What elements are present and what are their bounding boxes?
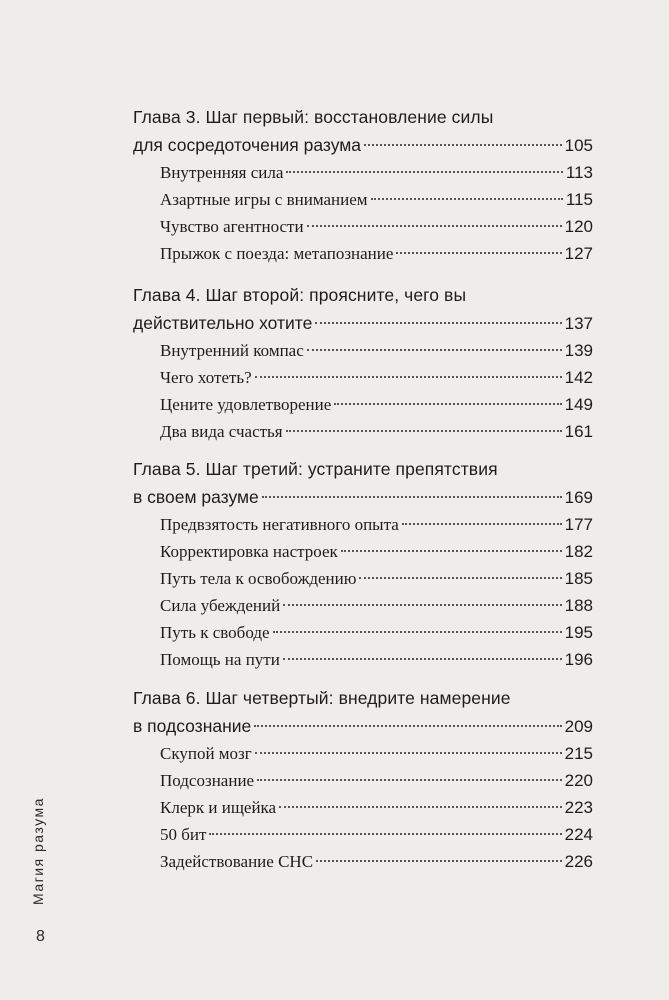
page-ref: 188 (564, 596, 593, 615)
section-title: Прыжок с поезда: метапознание (160, 244, 394, 263)
chapter-4 (133, 281, 593, 445)
page-ref: 149 (564, 395, 593, 414)
section-title: Клерк и ищейка (160, 798, 277, 817)
toc-section-entry (133, 364, 593, 391)
dot-leader (334, 403, 561, 405)
toc-section-entry (133, 159, 593, 186)
dot-leader (307, 225, 562, 227)
dot-leader (283, 658, 562, 660)
dot-leader (279, 806, 562, 808)
dot-leader (254, 725, 561, 727)
section-title: Помощь на пути (160, 650, 280, 669)
page-ref: 185 (564, 569, 593, 588)
toc-section-entry (133, 821, 593, 848)
page-ref: 226 (564, 852, 593, 871)
dot-leader (316, 860, 562, 862)
section-title: Цените удовлетворение (160, 395, 332, 414)
page-ref: 142 (564, 368, 593, 387)
page-ref: 195 (564, 623, 593, 642)
toc-section-entry (133, 767, 593, 794)
toc-section-entry (133, 240, 593, 267)
toc-section-entry (133, 538, 593, 565)
page-ref: 115 (565, 190, 593, 209)
toc-section-entry (133, 213, 593, 240)
section-title: Задействование СНС (160, 852, 314, 871)
page-ref: 139 (564, 341, 593, 360)
dot-leader (315, 322, 561, 324)
chapter-title-continued: действительно хотите (133, 313, 313, 333)
toc-section-entry (133, 565, 593, 592)
dot-leader (359, 577, 561, 579)
page-ref: 127 (564, 244, 593, 263)
toc-section-entry (133, 337, 593, 364)
dot-leader (341, 550, 562, 552)
chapter-title: Глава 6. Шаг четвертый: внедрите намерение (133, 688, 511, 708)
chapter-entry (133, 483, 593, 511)
section-title: Азартные игры с вниманием (160, 190, 368, 209)
page-ref: 137 (564, 314, 593, 333)
section-title: Скупой мозг (160, 744, 252, 763)
section-title: 50 бит (160, 825, 207, 844)
dot-leader (371, 198, 563, 200)
dot-leader (273, 631, 562, 633)
page-number: 8 (36, 928, 45, 945)
running-head: Магия разума (30, 797, 46, 905)
dot-leader (255, 376, 562, 378)
section-title: Путь к свободе (160, 623, 270, 642)
dot-leader (283, 604, 561, 606)
toc-section-entry (133, 646, 593, 673)
toc-section-entry (133, 794, 593, 821)
page-ref: 196 (564, 650, 593, 669)
dot-leader (286, 430, 562, 432)
page-ref: 177 (564, 515, 593, 534)
dot-leader (255, 752, 562, 754)
toc-section-entry (133, 418, 593, 445)
chapter-title-continued: в подсознание (133, 716, 252, 736)
chapter-3 (133, 103, 593, 267)
dot-leader (286, 171, 563, 173)
chapter-title: Глава 3. Шаг первый: восстановление силы (133, 107, 494, 127)
page-ref: 209 (564, 717, 593, 736)
toc-section-entry (133, 848, 593, 875)
dot-leader (209, 833, 561, 835)
page-ref: 215 (564, 744, 593, 763)
chapter-entry (133, 131, 593, 159)
chapter-title: Глава 4. Шаг второй: проясните, чего вы (133, 285, 467, 305)
dot-leader (307, 349, 562, 351)
dot-leader (257, 779, 562, 781)
chapter-5 (133, 455, 593, 673)
page-ref: 161 (564, 422, 593, 441)
dot-leader (396, 252, 561, 254)
toc-section-entry (133, 511, 593, 538)
section-title: Предвзятость негативного опыта (160, 515, 399, 534)
section-title: Чего хотеть? (160, 368, 252, 387)
chapter-entry (133, 309, 593, 337)
page-ref: 120 (564, 217, 593, 236)
chapter-title-continued: для сосредоточения разума (133, 135, 362, 155)
toc-section-entry (133, 592, 593, 619)
dot-leader (402, 523, 562, 525)
chapter-6 (133, 684, 593, 875)
page-ref: 224 (564, 825, 593, 844)
toc-section-entry (133, 391, 593, 418)
chapter-entry (133, 712, 593, 740)
chapter-title-continued: в своем разуме (133, 487, 259, 507)
chapter-title: Глава 5. Шаг третий: устраните препятствия (133, 459, 498, 479)
page-ref: 113 (565, 163, 593, 182)
section-title: Сила убеждений (160, 596, 281, 615)
section-title: Корректировка настроек (160, 542, 338, 561)
page-ref: 220 (564, 771, 593, 790)
dot-leader (262, 496, 562, 498)
page-ref: 169 (564, 488, 593, 507)
section-title: Два вида счастья (160, 422, 283, 441)
page-ref: 105 (564, 136, 593, 155)
dot-leader (364, 144, 562, 146)
toc-section-entry (133, 619, 593, 646)
section-title: Путь тела к освобождению (160, 569, 357, 588)
page-ref: 182 (564, 542, 593, 561)
section-title: Внутренний компас (160, 341, 304, 360)
section-title: Чувство агентности (160, 217, 304, 236)
toc-section-entry (133, 186, 593, 213)
section-title: Внутренняя сила (160, 163, 284, 182)
page-ref: 223 (564, 798, 593, 817)
toc-section-entry (133, 740, 593, 767)
section-title: Подсознание (160, 771, 255, 790)
